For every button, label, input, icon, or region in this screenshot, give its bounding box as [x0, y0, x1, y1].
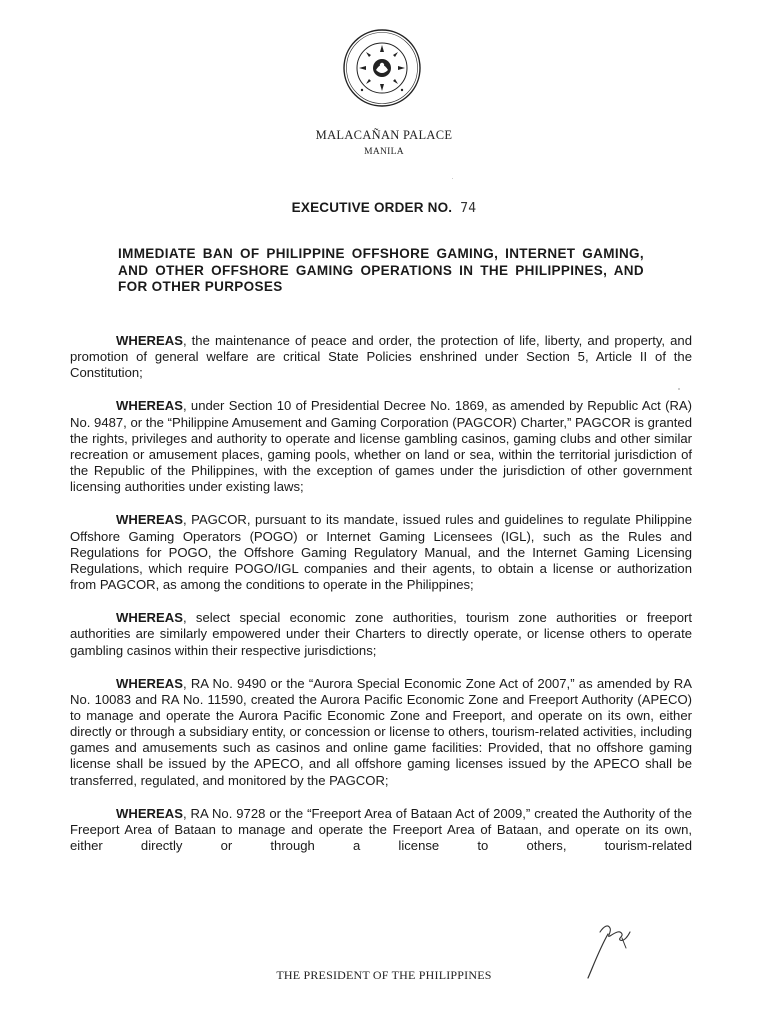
whereas-paragraph: [70, 333, 692, 381]
executive-order-number: 74: [460, 201, 477, 216]
palace-city: MANILA: [364, 147, 404, 157]
executive-order-label: EXECUTIVE ORDER NO.: [291, 200, 453, 215]
whereas-keyword: WHEREAS: [116, 805, 183, 821]
paragraph-text: , the maintenance of peace and order, the protection of life, liberty, and property, and promotion of general welfare are critical State Policies enshrined under Section 5, Article II of the Constitution;: [70, 333, 692, 381]
whereas-keyword: WHEREAS: [116, 512, 183, 528]
document-body: [70, 333, 692, 854]
scan-speck: [452, 178, 453, 179]
executive-order-title: [0, 200, 768, 216]
whereas-paragraph: [70, 806, 692, 854]
whereas-keyword: WHEREAS: [116, 675, 183, 691]
whereas-keyword: WHEREAS: [116, 398, 183, 414]
order-subject: IMMEDIATE BAN OF PHILIPPINE OFFSHORE GAMING, INTERNET GAMING, AND OTHER OFFSHORE GAMING OPERATIONS IN THE PHILIPPINES, AND FOR OTHER PURPOSES: [118, 246, 644, 294]
whereas-paragraph: [70, 512, 692, 593]
scan-speck: [678, 388, 680, 390]
paragraph-text: , PAGCOR, pursuant to its mandate, issued rules and guidelines to regulate Philippine Offshore Gaming Operators (POGO) or Internet Gaming Licensees (IGL), such as the Rules and Regulations for POGO, the Offshore Gaming Regulatory Manual, and the Internet Gaming Licensing Regulations, which require POGO/IGL companies and their agents, to obtain a license or authorization from PAGCOR, as among the conditions to operate in the Philippines;: [70, 512, 692, 593]
footer-office-title: THE PRESIDENT OF THE PHILIPPINES: [276, 968, 492, 982]
whereas-paragraph: [70, 676, 692, 789]
paragraph-text: , RA No. 9490 or the “Aurora Special Economic Zone Act of 2007,” as amended by RA No. 10083 and RA No. 11590, created the Aurora Pacific Economic Zone and Freeport Authority (APECO) to manage and operate the Aurora Pacific Economic Zone and Freeport, and operate on its own, either directly or through a subsidiary entity, or concession or license to others, tourism-related activities, including games and amusements such as casinos and online game facilities: Provided, that no offshore gaming license shall be issued by the APECO, and all offshore gaming licenses issued by the APECO shall be transferred, regulated, and monitored by the PAGCOR;: [70, 675, 692, 788]
paragraph-text: , RA No. 9728 or the “Freeport Area of Bataan Act of 2009,” created the Authority of the Freeport Area of Bataan to manage and operate the Freeport Area of Bataan, and operate on its own, either directly or through a license to others, tourism-related: [70, 805, 692, 854]
whereas-keyword: WHEREAS: [116, 333, 183, 348]
paragraph-text: , select special economic zone authorities, tourism zone authorities or freeport authorities are similarly empowered under their Charters to directly operate, or license others to operate gambling casinos within their respective jurisdictions;: [70, 610, 692, 658]
presidential-seal-icon: [342, 28, 422, 108]
whereas-keyword: WHEREAS: [116, 610, 183, 626]
paragraph-text: , under Section 10 of Presidential Decree No. 1869, as amended by Republic Act (RA) No. 9487, or the “Philippine Amusement and Gaming Corporation (PAGCOR) Charter,” PAGCOR is granted the rights, privileges and authority to operate and license gambling casinos, gaming clubs and other similar recreation or amusement places, gaming pools, whether on land or sea, within the territorial jurisdiction of the Republic of the Philippines, with the exception of games under the jurisdiction of other government licensing authorities under existing laws;: [70, 398, 692, 495]
whereas-paragraph: [70, 610, 692, 658]
palace-name: MALACAÑAN PALACE: [315, 128, 453, 142]
whereas-paragraph: [70, 398, 692, 495]
